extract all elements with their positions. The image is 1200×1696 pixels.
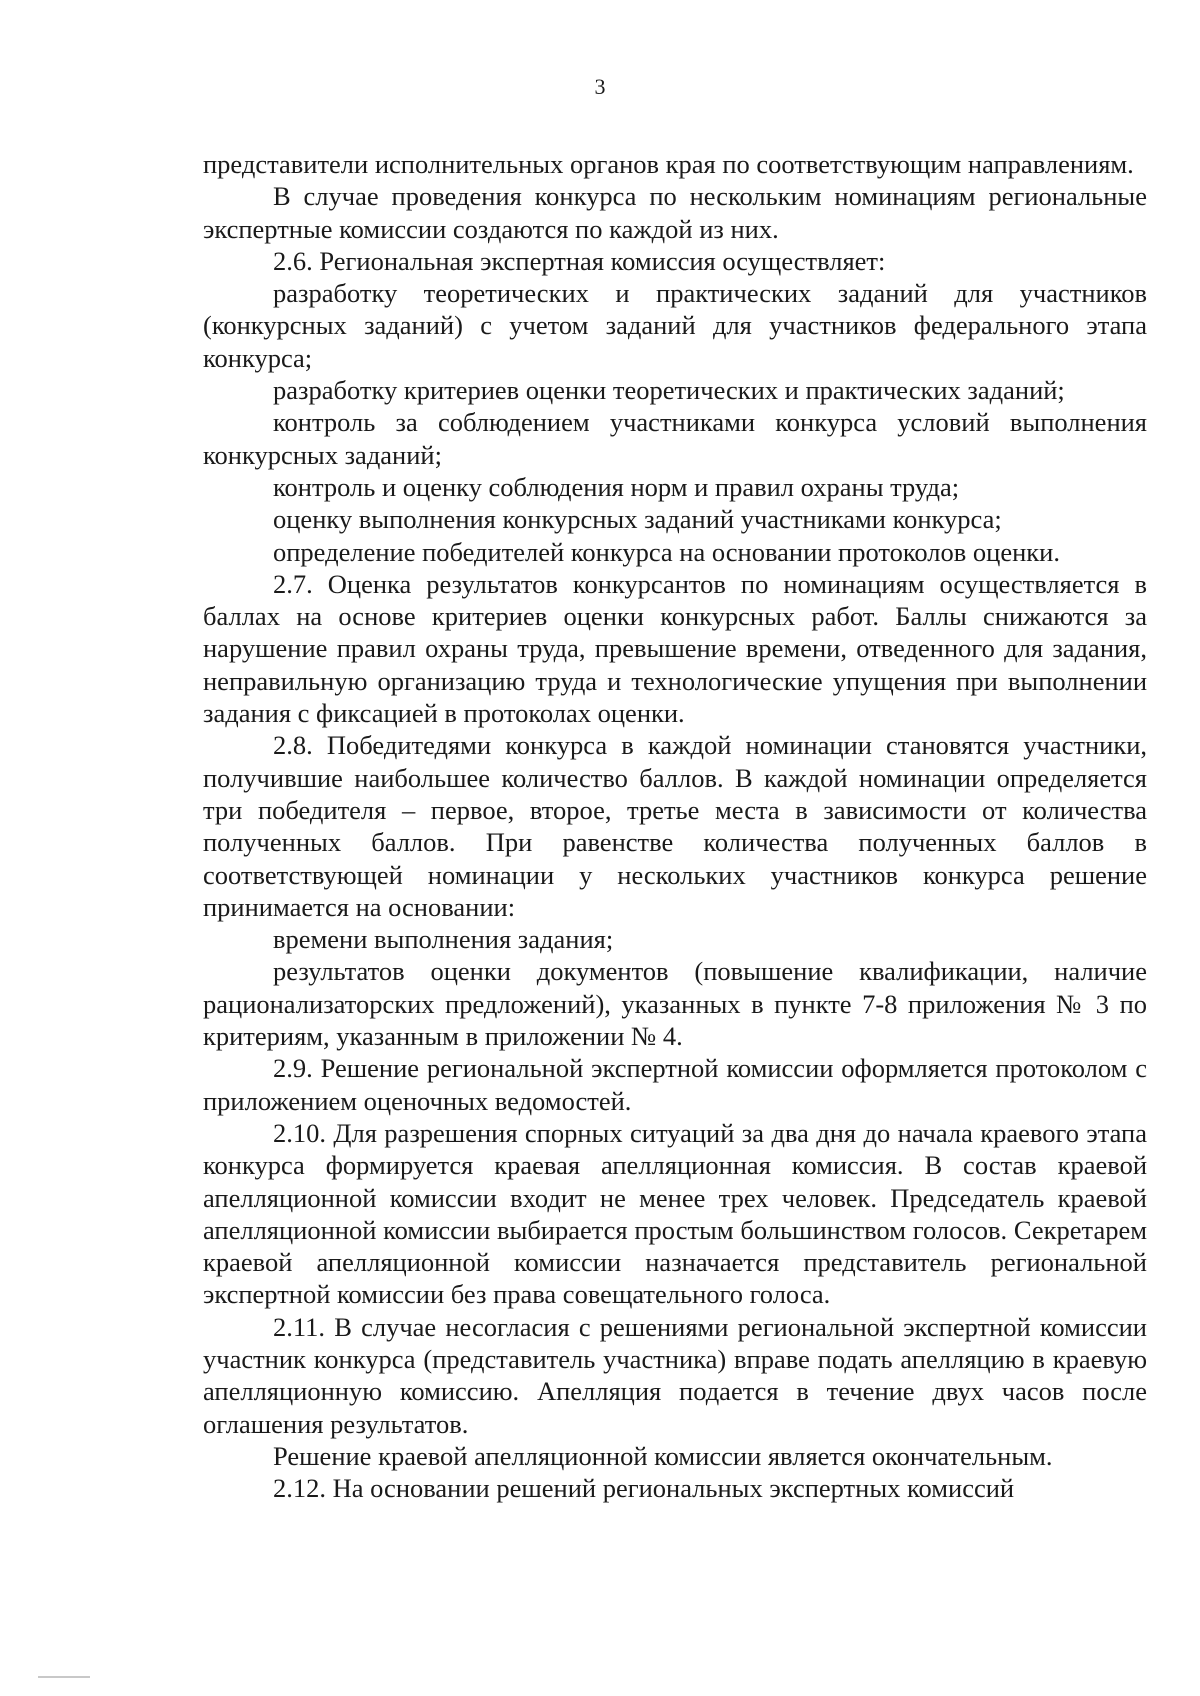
document-body xyxy=(203,148,1147,1504)
paragraph-2-9: 2.9. Решение региональной экспертной комиссии оформляется протоколом с приложением оценочных ведомостей. xyxy=(203,1053,1147,1116)
list-item: времени выполнения задания; xyxy=(273,924,614,955)
list-item: оценку выполнения конкурсных заданий участниками конкурса; xyxy=(273,504,1002,535)
list-item: разработку критериев оценки теоретических и практических заданий; xyxy=(273,375,1065,406)
paragraph: В случае проведения конкурса по нескольким номинациям региональные экспертные комиссии создаются по каждой из них. xyxy=(203,181,1147,244)
list-item: результатов оценки документов (повышение квалификации, наличие рационализаторских предложений), указанных в пункте 7-8 приложения № 3 по критериям, указанным в приложении № 4. xyxy=(203,956,1147,1052)
paragraph: Решение краевой апелляционной комиссии является окончательным. xyxy=(273,1440,1053,1471)
page-number: 3 xyxy=(594,74,606,99)
paragraph-2-6: 2.6. Региональная экспертная комиссия осуществляет: xyxy=(273,245,886,276)
list-item: контроль и оценку соблюдения норм и правил охраны труда; xyxy=(273,471,960,502)
paragraph-2-12: 2.12. На основании решений региональных экспертных комиссий xyxy=(273,1473,1015,1504)
scan-artifact xyxy=(38,1676,90,1678)
list-item: контроль за соблюдением участниками конкурса условий выполнения конкурсных заданий; xyxy=(203,407,1147,470)
paragraph-2-11: 2.11. В случае несогласия с решениями региональной экспертной комиссии участник конкурса (представитель участника) вправе подать апелляцию в краевую апелляционную комиссию. Апелляция подается в течение двух часов после оглашения результатов. xyxy=(203,1311,1147,1439)
list-item: определение победителей конкурса на основании протоколов оценки. xyxy=(273,536,1060,567)
paragraph-2-8: 2.8. Победитедями конкурса в каждой номинации становятся участники, получившие наибольшее количество баллов. В каждой номинации определяется три победителя – первое, второе, третье места в зависимости от количества полученных баллов. При равенстве количества полученных баллов в соответствующей номинации у нескольких участников конкурса решение принимается на основании: xyxy=(203,730,1147,922)
paragraph-continuation: представители исполнительных органов края по соответствующим направлениям. xyxy=(203,149,1134,179)
paragraph-2-7: 2.7. Оценка результатов конкурсантов по номинациям осуществляется в баллах на основе критериев оценки конкурсных работ. Баллы снижаются за нарушение правил охраны труда, превышение времени, отведенного для задания, неправильную организацию труда и технологические упущения при выполнении задания с фиксацией в протоколах оценки. xyxy=(203,568,1147,729)
paragraph-2-10: 2.10. Для разрешения спорных ситуаций за два дня до начала краевого этапа конкурса формируется краевая апелляционная комиссия. В состав краевой апелляционной комиссии входит не менее трех человек. Председатель краевой апелляционной комиссии выбирается простым большинством голосов. Секретарем краевой апелляционной комиссии назначается представитель региональной экспертной комиссии без права совещательного голоса. xyxy=(203,1117,1147,1310)
list-item: разработку теоретических и практических заданий для участников (конкурсных заданий) с учетом заданий для участников федерального этапа конкурса; xyxy=(203,278,1147,373)
